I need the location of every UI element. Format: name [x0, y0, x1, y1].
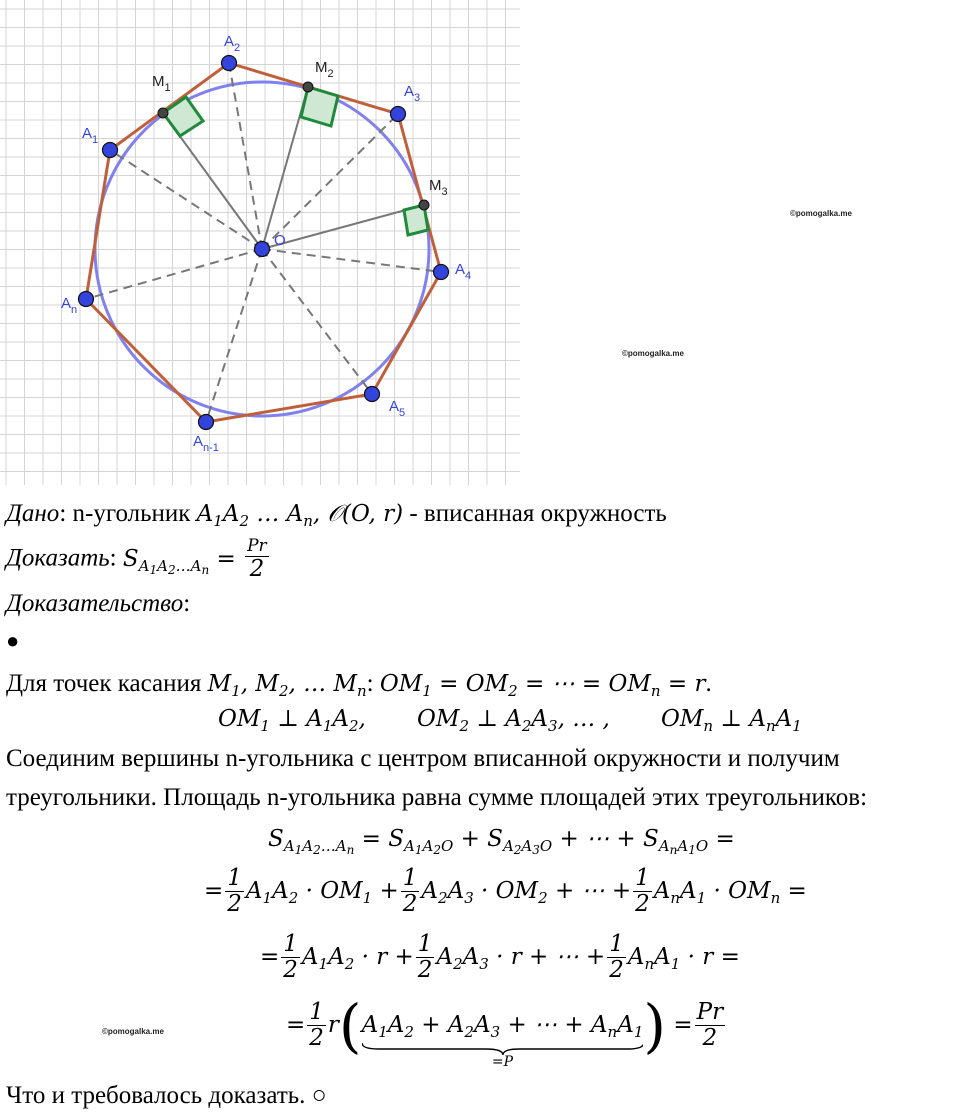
label-a2: $A_2$ [224, 33, 241, 54]
connect-line-1: Соединим вершины n-угольника с центром вписанной окружности и получим [6, 745, 840, 772]
watermark: ©pomogalka.me [790, 209, 852, 218]
prove-math: $S_{A_1A_2\dots A_n}$ = $\frac{Pr}{2}$ [122, 536, 267, 582]
given-math: $A_1A_2$ … $A_n$, 𝒪(O, r) [196, 501, 404, 530]
prove-label: Доказать [6, 544, 110, 572]
conclusion: Что и требовалось доказать. ○ [6, 1082, 327, 1109]
watermark: ©pomogalka.me [622, 349, 684, 358]
equation-line-4: = $\frac{1}{2}$ $r(A_1A_2 + A_2A_3$ + ⋯ + $A_nA_1$ =P ) = $\frac{Pr}{2}$ [286, 991, 724, 1070]
label-o: O [274, 232, 286, 249]
tangent-line: Для точек касания $M_1$, $M_2$, … $M_n$: $OM_1 = OM_2$ = ⋯ = $OM_n = r$. [6, 670, 712, 700]
connect-line-2: треугольники. Площадь n-угольника равна сумме площадей этих треугольников: [6, 784, 868, 811]
label-an: $A_n$ [61, 295, 78, 316]
geometry-figure [0, 0, 520, 490]
label-a5: $A_5$ [389, 398, 406, 419]
label-a3: $A_3$ [404, 83, 421, 104]
equation-line-3: = $\frac{1}{2}$ $A_1A_2 \cdot r$ + $\frac{1}{2}$ $A_2A_3 \cdot r$ + ⋯ + $\frac{1}{2}$ $A_nA_1 \cdot r$ = [260, 931, 740, 984]
label-m1: $M_1$ [152, 73, 171, 94]
prove-line: Доказать: $S_{A_1A_2\dots A_n}$ = $\frac{Pr}{2}$ [6, 537, 271, 582]
label-m2: $M_2$ [315, 59, 334, 80]
vertex-points [79, 56, 449, 430]
given-text: : n-угольник [59, 500, 197, 527]
label-a4: $A_4$ [455, 261, 472, 282]
bullet: ● [6, 628, 20, 653]
given-line [6, 500, 667, 528]
label-m3: $M_3$ [429, 177, 448, 198]
given-tail: - вписанная окружность [403, 500, 667, 527]
given-label: Дано [6, 500, 60, 527]
label-a1: $A_1$ [82, 125, 99, 146]
proof-label: Доказательство: [6, 590, 191, 617]
watermark: ©pomogalka.me [102, 1027, 164, 1036]
equation-line-1: $S_{A_1A_2\dots A_n} = S_{A_1A_2O} + S_{A_2A_3O}$ + ⋯ + $S_{A_nA_1O}$ = [268, 826, 735, 857]
underbrace-label: =P [491, 1053, 514, 1070]
label-an1: $A_{n-1}$ [193, 433, 219, 454]
underbrace-group: $A_1A_2 + A_2A_3$ + ⋯ + $A_nA_1$ =P [361, 1011, 644, 1070]
equation-line-2: = $\frac{1}{2}$ $A_1A_2 \cdot OM_1$ + $\frac{1}{2}$ $A_2A_3 \cdot OM_2$ + ⋯ + $\frac{1}{2}$ $A_nA_1 \cdot OM_n$ = [204, 865, 807, 918]
perpendicular-relations: $OM_1$ ⊥ $A_1A_2$, $OM_2$ ⊥ $A_2A_3$, … , $OM_n$ ⊥ $A_nA_1$ [218, 706, 802, 735]
